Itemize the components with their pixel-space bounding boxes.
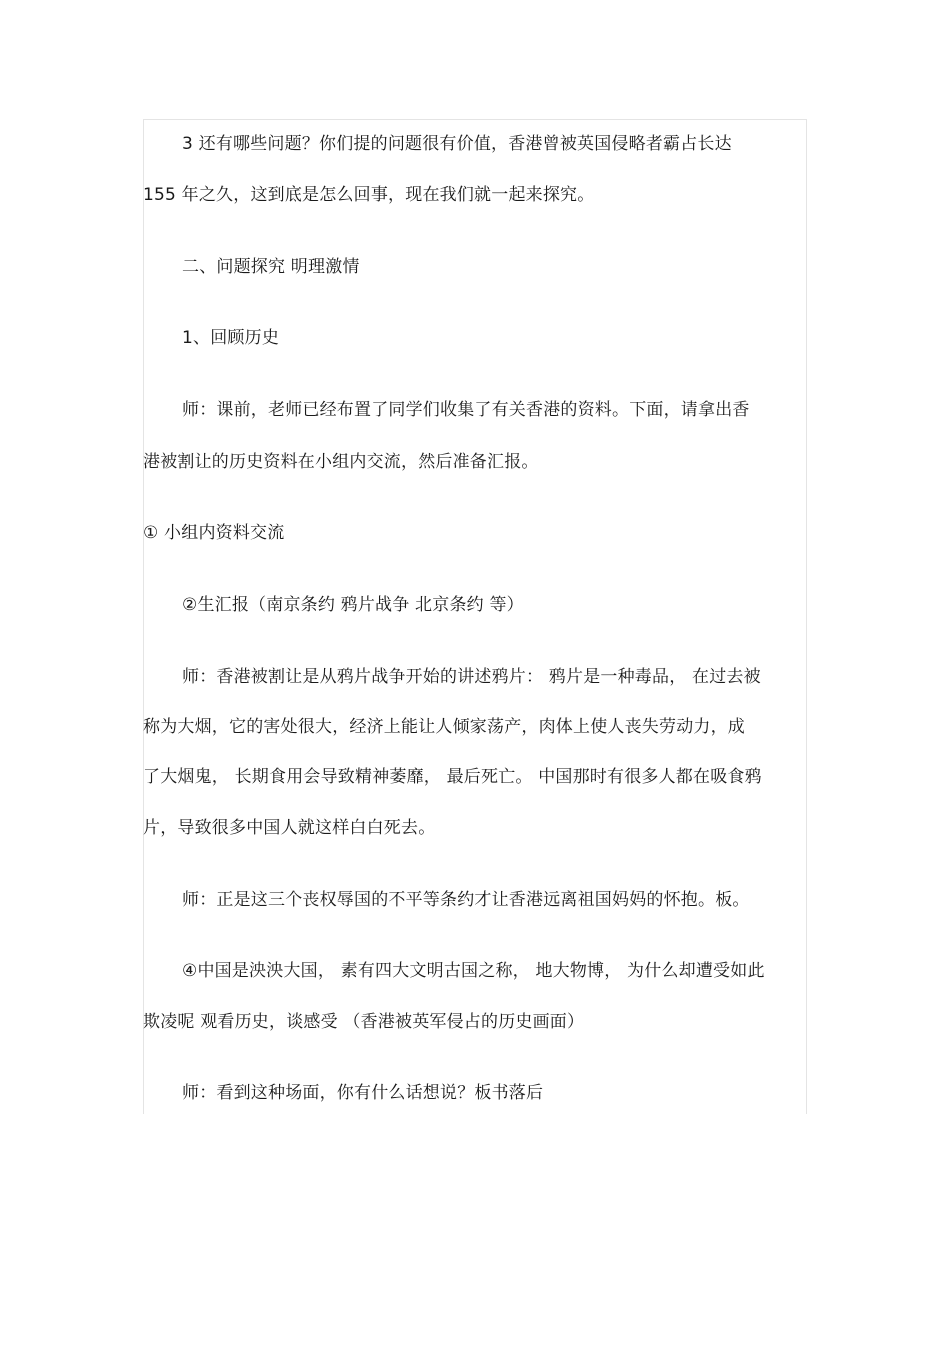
text-line-6: 港被割让的历史资料在小组内交流，然后准备汇报。 — [143, 452, 539, 472]
list-item-4: ④中国是泱泱大国， 素有四大文明古国之称， 地大物博， 为什么却遭受如此 — [182, 961, 765, 981]
text-line-2: 155 年之久，这到底是怎么回事，现在我们就一起来探究。 — [143, 185, 595, 205]
text-line-15: 欺凌呢 观看历史，谈感受 （香港被英军侵占的历史画面） — [143, 1012, 585, 1032]
list-item-2: ②生汇报（南京条约 鸦片战争 北京条约 等） — [182, 595, 524, 615]
text-line-12: 片，导致很多中国人就这样白白死去。 — [143, 818, 436, 838]
text-line-16: 师：看到这种场面，你有什么话想说？板书落后 — [182, 1083, 544, 1103]
text-line-13: 师：正是这三个丧权辱国的不平等条约才让香港远离祖国妈妈的怀抱。板。 — [182, 890, 750, 910]
section-heading: 二、问题探究 明理激情 — [182, 257, 360, 277]
subsection-heading: 1、回顾历史 — [182, 328, 280, 348]
list-item-1: ① 小组内资料交流 — [143, 523, 285, 543]
text-line-11: 了大烟鬼， 长期食用会导致精神萎靡， 最后死亡。 中国那时有很多人都在吸食鸦 — [143, 767, 762, 787]
text-line-5: 师：课前，老师已经布置了同学们收集了有关香港的资料。下面，请拿出香 — [182, 400, 750, 420]
text-line-1: 3 还有哪些问题？你们提的问题很有价值，香港曾被英国侵略者霸占长达 — [182, 134, 732, 154]
text-line-9: 师：香港被割让是从鸦片战争开始的讲述鸦片： 鸦片是一种毒品， 在过去被 — [182, 667, 761, 687]
text-line-10: 称为大烟，它的害处很大，经济上能让人倾家荡产，肉体上使人丧失劳动力，成 — [143, 717, 745, 737]
